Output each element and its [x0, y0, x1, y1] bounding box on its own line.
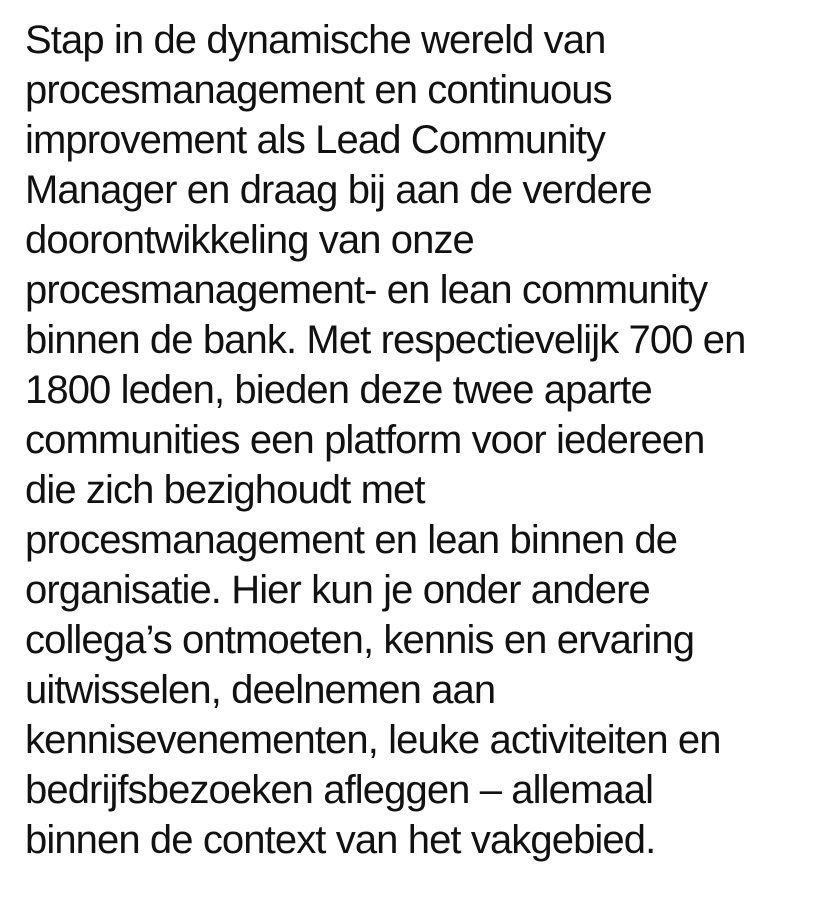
text-line: organisatie. Hier kun je onder andere	[25, 568, 650, 612]
text-line: bedrijfsbezoeken afleggen – allemaal	[25, 768, 654, 812]
text-line: Manager en draag bij aan de verdere	[25, 168, 652, 212]
body-paragraph	[25, 15, 828, 865]
text-line: procesmanagement- en lean community	[25, 268, 708, 312]
text-line: communities een platform voor iedereen	[25, 418, 705, 462]
text-line: collega’s ontmoeten, kennis en ervaring	[25, 618, 695, 662]
text-line: procesmanagement en lean binnen de	[25, 518, 678, 562]
text-line: binnen de bank. Met respectievelijk 700 en	[25, 318, 746, 362]
text-line: uitwisselen, deelnemen aan	[25, 668, 496, 712]
text-line: doorontwikkeling van onze	[25, 218, 474, 262]
text-line: die zich bezighoudt met	[25, 468, 425, 512]
text-line: Stap in de dynamische wereld van	[25, 18, 606, 62]
text-line: kennisevenementen, leuke activiteiten en	[25, 718, 721, 762]
text-line: procesmanagement en continuous	[25, 68, 612, 112]
text-line: improvement als Lead Community	[25, 118, 605, 162]
text-line: 1800 leden, bieden deze twee aparte	[25, 368, 652, 412]
text-line: binnen de context van het vakgebied.	[25, 818, 656, 862]
